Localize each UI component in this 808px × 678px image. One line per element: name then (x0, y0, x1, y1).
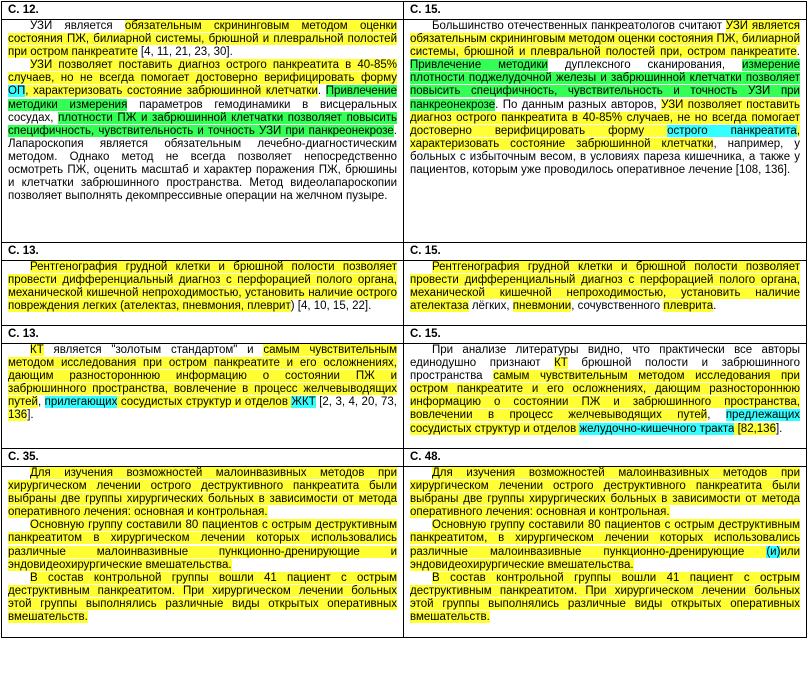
text-fragment: [2, 3, 4, 20, 73, (315, 396, 397, 409)
comparison-table (1, 1, 807, 638)
highlighted-fragment: сосудистых структур и отделов (117, 396, 292, 409)
highlighted-fragment: самым чувствительным методом исследования при остром панкреатите и его осложнениях, дающим разностороннюю информацию о состоянии ПЖ и забрюшинного пространства, вовлечении в процесс желчевыводящих путей (410, 370, 800, 422)
left-text-cell (2, 467, 404, 638)
text-fragment: ]. (27, 409, 34, 422)
highlighted-fragment: 136 (8, 409, 28, 422)
paragraph (8, 519, 397, 571)
text-fragment: УЗИ является (30, 20, 125, 32)
highlighted-fragment: сосудистых структур и отделов (410, 422, 580, 435)
text-fragment: ]. (775, 422, 783, 435)
left-text-cell (2, 261, 404, 326)
paragraph (8, 261, 397, 313)
text-fragment: При анализе литературы видно, что практически все авторы единодушно признают (410, 344, 800, 370)
highlighted-fragment: ОП (8, 85, 26, 98)
right-page-ref: С. 15. (404, 326, 807, 344)
paragraph (410, 467, 800, 519)
highlighted-fragment: плеврита (663, 300, 714, 313)
paragraph (8, 572, 397, 624)
highlighted-fragment: В состав контрольной группы вошли 41 пациент с острым деструктивным панкреатитом. При хирургическом лечении больных этой группы выполнялись различные виды открытых оперативных вмешательств. (8, 571, 397, 624)
highlighted-fragment: , характеризовать состояние забрюшинной клетчатки (410, 124, 801, 150)
highlighted-fragment: Для изучения возможностей малоинвазивных методов при хирургическом лечении острого деструктивного панкреатита были выбраны две группы хирургических больных в зависимости от метода оперативного лечения: основная и контрольная. (8, 467, 397, 519)
highlighted-fragment: Основную группу составили 80 пациентов с острым деструктивным панкреатитом в хирургическом лечении которых использовались различные малоинвазивные пункционно-дренирующие и эндовидеохирургические вмешательства. (8, 519, 397, 571)
right-text-cell (404, 261, 807, 326)
right-text-cell (404, 20, 807, 243)
row-2-body (2, 261, 807, 326)
row-4-header (2, 449, 807, 467)
left-page-ref: С. 13. (2, 243, 404, 261)
highlighted-fragment: В состав контрольной группы вошли 41 пациент с острым деструктивным панкреатитом. При хирургическом лечении больных этой группы выполнялись различные виды открытых оперативных вмешательств. (410, 571, 800, 624)
text-fragment: лёгких, (468, 300, 513, 313)
right-page-ref: С. 15. (404, 2, 807, 20)
highlighted-fragment: желудочно-кишечного тракта (579, 422, 735, 435)
highlighted-fragment: КТ (30, 344, 44, 356)
highlighted-fragment: УЗИ является обязательным скрининговым методом оценки состояния ПЖ, билиарной системы, брюшной и плевральной полостей при, остром панкреатите (410, 20, 800, 59)
right-page-ref: С. 15. (404, 243, 807, 261)
right-text-cell (404, 344, 807, 449)
highlighted-fragment: УЗИ позволяет поставить диагноз острого панкреатита в 40-85% случаев, не но всегда помогает достоверно верифицировать форму (410, 98, 800, 137)
text-fragment: . (713, 300, 717, 313)
paragraph (8, 59, 397, 203)
paragraph (410, 344, 800, 436)
text-fragment: Большинство отечественных панкреатологов считают (432, 20, 726, 32)
paragraph (8, 20, 397, 59)
row-4-body (2, 467, 807, 638)
highlighted-fragment: Рентгенография грудной клетки и брюшной полости позволяет провести дифференциальный диагноз с перфорацией полого органа, механической кишечной непроходимостью, установить наличие (410, 261, 800, 300)
highlighted-fragment: пневмонии (512, 300, 572, 313)
highlighted-fragment: Основную группу составили 80 пациентов с острым деструктивным панкреатитом, в хирургическом лечении которых использовались различные малоинвазивные пункционно-дренирующие (410, 519, 800, 558)
highlighted-fragment: Для изучения возможностей малоинвазивных методов при хирургическом лечении острого деструктивного панкреатита были выбраны две группы хирургических больных в зависимости от метода оперативного лечения: основная и контрольная. (410, 467, 800, 519)
row-3-body (2, 344, 807, 449)
highlighted-fragment: Привлечение методики измерения (8, 85, 397, 111)
text-fragment: дуплексного сканирования, (547, 59, 743, 72)
left-page-ref: С. 13. (2, 326, 404, 344)
highlighted-fragment: или эндовидеохирургические вмешательства. (410, 545, 800, 571)
highlighted-fragment: предлежащих (725, 409, 800, 422)
highlighted-fragment: острого панкреатита (667, 124, 797, 137)
paragraph (410, 519, 800, 571)
left-page-ref: С. 12. (2, 2, 404, 20)
highlighted-fragment: ЖКТ (291, 396, 316, 409)
text-fragment: , (37, 396, 45, 409)
text-fragment: , например, у больных с избыточным весом, в условиях пареза кишечника, а также у пациентов, которым уже проводилось оперативное лечение [108, 136]. (410, 137, 800, 177)
left-page-ref: С. 35. (2, 449, 404, 467)
paragraph (410, 261, 800, 313)
highlighted-fragment: плотности ПЖ и забрюшинной клетчатки позволяет повысить специфичность, чувствительность и точность УЗИ при панкреонекрозе (8, 111, 398, 137)
left-text-cell (2, 20, 404, 243)
highlighted-fragment: измерение плотности поджелудочной железы и забрюшинной клетчатки позволяет повысить специфичность, чувствительность и точность УЗИ при панкреонекрозе (410, 59, 800, 111)
text-fragment: . По данным разных авторов, (495, 98, 662, 111)
highlighted-fragment: [82,136 (734, 422, 776, 435)
highlighted-fragment: обязательным скрининговым методом оценки состояния ПЖ, билиарной системы, брюшной и плевральной полостей при остром панкреатите (8, 20, 398, 59)
right-page-ref: С. 48. (404, 449, 807, 467)
highlighted-fragment: Привлечение методики (410, 59, 548, 72)
highlighted-fragment: , характеризовать состояние забрюшинной клетчатки (25, 85, 318, 98)
paragraph (8, 467, 397, 519)
text-fragment: параметров гемодинамики в висцеральных сосудах, (8, 98, 397, 124)
text-fragment: . (796, 46, 800, 59)
row-3-header (2, 326, 807, 344)
right-text-cell (404, 467, 807, 638)
highlighted-fragment: прилегающих (44, 396, 118, 409)
highlighted-fragment: УЗИ позволяет поставить диагноз острого панкреатита в 40-85% случаев, но не всегда помогает достоверно верифицировать форму (8, 59, 397, 85)
row-2-header (2, 243, 807, 261)
text-fragment: [4, 11, 21, 23, 30]. (137, 46, 233, 59)
highlighted-fragment: (и) (766, 545, 781, 558)
row-1-body (2, 20, 807, 243)
text-fragment: ) [4, 10, 15, 22]. (290, 300, 372, 313)
text-fragment: . (317, 85, 326, 98)
text-fragment: , (707, 409, 726, 422)
paragraph (8, 344, 397, 423)
paragraph (410, 572, 800, 624)
text-fragment: является "золотым стандартом" и (43, 344, 264, 356)
highlighted-fragment: Рентгенография грудной клетки и брюшной полости позволяет провести дифференциальный диагноз с перфорацией полого органа, механической кишечной непроходимостью, установить наличие острого повреждения легких ( (8, 261, 397, 313)
highlighted-fragment: самым чувствительным методом исследования при остром панкреатите и его осложнениях, дающим разностороннюю информацию о состоянии ПЖ и забрюшинного пространства, вовлечение в процесс желчевыводящих путей (8, 344, 397, 409)
highlighted-fragment: ателектаза (410, 300, 469, 313)
text-fragment: , сочувственного (571, 300, 664, 313)
text-fragment: брюшной полости и забрюшинного пространства (410, 357, 800, 383)
left-text-cell (2, 344, 404, 449)
paragraph (410, 20, 800, 177)
text-fragment: . Лапароскопия является обязательным лечебно-диагностическим методом. Однако метод не всегда позволяет непосредственно осмотреть ПЖ, оценить масштаб и характер поражения ПЖ, брюшины и клетчатки забрюшинного пространства. Метод видеолапароскопии позволяет выполнять декомпрессивные операции на желчном пузыре. (8, 124, 397, 203)
highlighted-fragment: КТ (554, 357, 568, 370)
row-1-header (2, 2, 807, 20)
highlighted-fragment: ателектаз, пневмония, плеврит (123, 300, 291, 313)
